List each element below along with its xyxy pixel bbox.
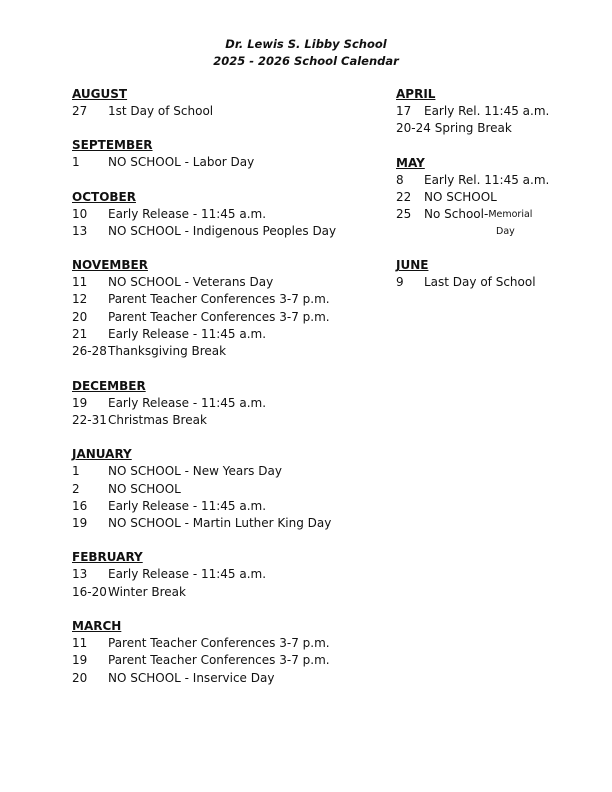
event-description: Early Release - 11:45 a.m.	[108, 206, 267, 221]
event-description: 1st Day of School	[108, 104, 214, 118]
event-date: 16-20	[72, 584, 107, 599]
calendar-event	[72, 223, 372, 240]
event-date: 26-28	[72, 344, 107, 359]
calendar-event	[396, 103, 596, 120]
month-heading-december: DECEMBER	[72, 378, 146, 393]
month-heading-october: OCTOBER	[72, 189, 136, 204]
calendar-event	[72, 154, 372, 171]
calendar-event	[72, 463, 372, 480]
document-subtitle: 2025 - 2026 School Calendar	[213, 54, 399, 68]
event-date: 20	[72, 309, 88, 324]
calendar-event	[72, 343, 372, 360]
event-date: 27	[72, 104, 88, 118]
month-heading-april: APRIL	[396, 87, 436, 101]
event-description-continued: Day	[496, 226, 515, 238]
month-heading-february: FEBRUARY	[72, 550, 143, 565]
calendar-event	[72, 291, 372, 308]
month-heading-august: AUGUST	[72, 87, 128, 101]
event-description: Parent Teacher Conferences 3-7 p.m.	[108, 653, 330, 668]
event-date: 19	[72, 395, 88, 410]
event-date: 20	[72, 670, 88, 685]
document-title: Dr. Lewis S. Libby School	[225, 37, 387, 51]
event-description: NO SCHOOL - New Years Day	[108, 464, 282, 479]
calendar-event	[72, 412, 372, 429]
event-description: Early Rel. 11:45 a.m.	[424, 104, 550, 118]
event-date: 13	[72, 223, 88, 238]
event-description: Early Release - 11:45 a.m.	[108, 567, 267, 582]
calendar-event	[72, 652, 372, 669]
month-heading-june: JUNE	[396, 258, 429, 273]
event-date: 1	[72, 155, 80, 170]
event-date: 22-31	[72, 412, 107, 427]
event-date: 11	[72, 275, 88, 290]
event-description: NO SCHOOL - Martin Luther King Day	[108, 516, 332, 531]
calendar-event	[72, 395, 372, 412]
calendar-event	[72, 515, 372, 532]
event-date: 12	[72, 292, 88, 307]
calendar-event	[72, 584, 372, 601]
event-description: Early Rel. 11:45 a.m.	[424, 172, 550, 187]
calendar-event	[396, 120, 596, 137]
event-date: 19	[72, 653, 88, 668]
event-date: 19	[72, 516, 88, 531]
event-description-small: Memorial	[488, 209, 533, 221]
event-description: Spring Break	[434, 121, 512, 136]
event-date: 10	[72, 206, 88, 221]
event-date: 9	[396, 275, 404, 290]
month-heading-march: MARCH	[72, 619, 122, 634]
month-heading-may: MAY	[396, 155, 425, 170]
event-description: NO SCHOOL	[424, 189, 497, 204]
event-date: 20-24	[396, 121, 431, 136]
month-heading-november: NOVEMBER	[72, 258, 148, 273]
calendar-event	[72, 670, 372, 687]
event-description: No School-	[424, 207, 489, 222]
event-description: NO SCHOOL - Veterans Day	[108, 275, 274, 290]
calendar-event	[72, 309, 372, 326]
event-description: NO SCHOOL - Indigenous Peoples Day	[108, 223, 337, 238]
calendar-event	[396, 206, 596, 223]
event-date: 25	[396, 207, 412, 222]
event-date: 13	[72, 567, 88, 582]
event-description: Parent Teacher Conferences 3-7 p.m.	[108, 292, 330, 307]
calendar-event	[72, 498, 372, 515]
event-date: 8	[396, 172, 404, 187]
event-description: NO SCHOOL - Inservice Day	[108, 670, 275, 685]
calendar-event	[72, 566, 372, 583]
event-description: Parent Teacher Conferences 3-7 p.m.	[108, 636, 330, 651]
month-heading-september: SEPTEMBER	[72, 138, 153, 153]
calendar-event	[396, 274, 596, 291]
calendar-event	[72, 326, 372, 343]
right-column	[396, 86, 596, 292]
event-description: Last Day of School	[424, 275, 536, 290]
event-description: Early Release - 11:45 a.m.	[108, 395, 267, 410]
month-heading-january: JANUARY	[72, 447, 132, 462]
event-date: 21	[72, 327, 88, 342]
event-description: Christmas Break	[108, 412, 207, 427]
calendar-event	[72, 635, 372, 652]
event-description: Parent Teacher Conferences 3-7 p.m.	[108, 309, 330, 324]
event-description: Early Release - 11:45 a.m.	[108, 327, 267, 342]
calendar-event	[72, 481, 372, 498]
calendar-event	[396, 189, 596, 206]
left-column	[72, 86, 372, 687]
event-description: Early Release - 11:45 a.m.	[108, 498, 267, 513]
calendar-event	[72, 103, 372, 120]
calendar-event	[396, 172, 596, 189]
event-date: 2	[72, 481, 80, 496]
event-description: NO SCHOOL	[108, 481, 181, 496]
event-description: Winter Break	[108, 584, 186, 599]
event-date: 22	[396, 189, 412, 204]
event-date: 1	[72, 464, 80, 479]
calendar-event	[72, 274, 372, 291]
event-date: 16	[72, 498, 88, 513]
event-date: 11	[72, 636, 88, 651]
calendar-event	[72, 206, 372, 223]
event-description: NO SCHOOL - Labor Day	[108, 155, 255, 170]
event-description: Thanksgiving Break	[108, 344, 227, 359]
event-date: 17	[396, 104, 412, 118]
